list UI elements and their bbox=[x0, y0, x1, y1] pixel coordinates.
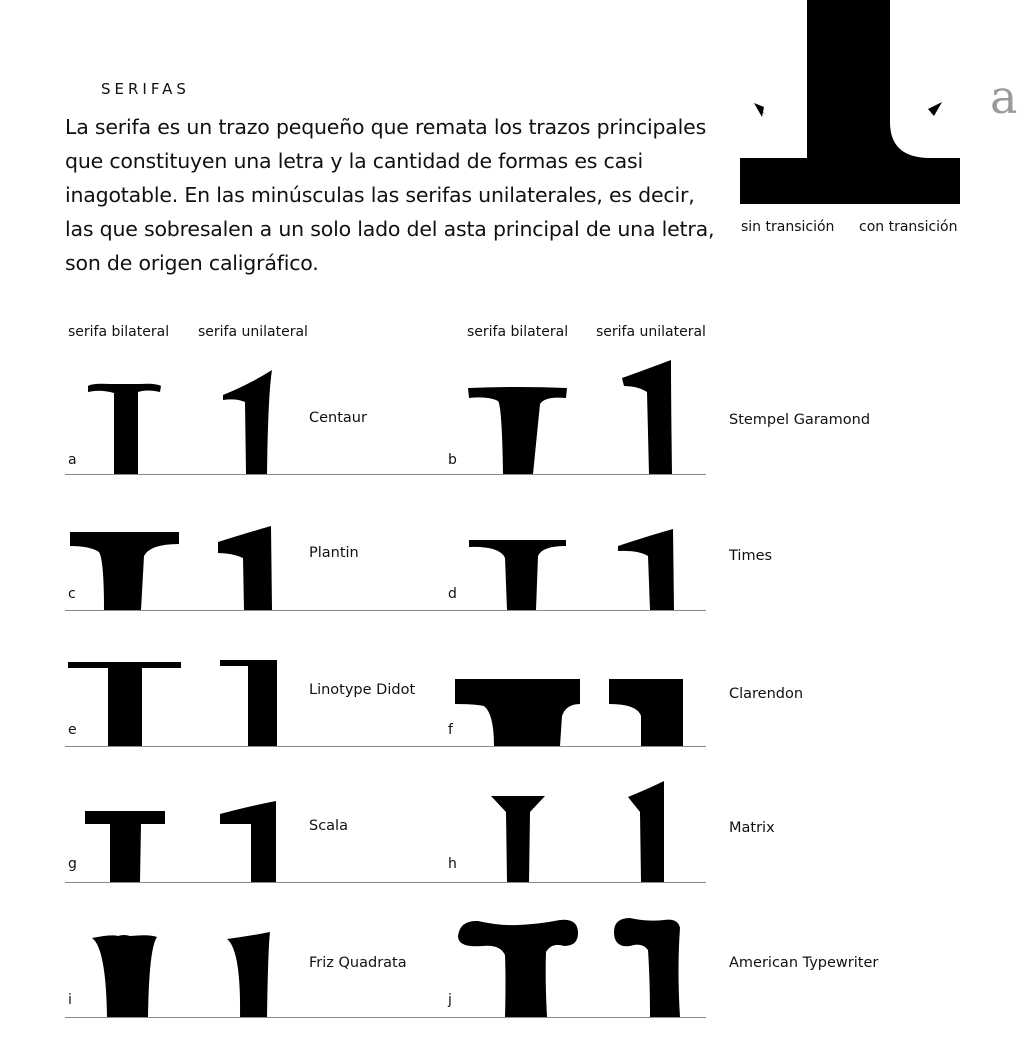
intro-paragraph: La serifa es un trazo pequeño que remata los trazos principales que constituyen una letra y la cantidad de formas es casi inagotable. En las minúsculas las serifas unilaterales, es decir, las que sobresalen a un solo lado del asta principal de una letra, son de origen caligráfico. bbox=[65, 115, 715, 275]
specimen-letter-e: e bbox=[68, 722, 77, 738]
specimen-letter-g: g bbox=[68, 856, 77, 872]
specimen-letter-a: a bbox=[68, 452, 77, 468]
specimen-letter-j: j bbox=[448, 992, 452, 1008]
section-heading: SERIFAS bbox=[101, 80, 190, 98]
font-name-linotype-didot: Linotype Didot bbox=[309, 682, 416, 698]
label-sin-transicion: sin transición bbox=[741, 219, 835, 235]
header-right-bilateral: serifa bilateral bbox=[467, 324, 569, 340]
specimen-letter-f: f bbox=[448, 722, 453, 738]
specimen-letter-i: i bbox=[68, 992, 72, 1008]
font-name-centaur: Centaur bbox=[309, 410, 367, 426]
specimen-letter-d: d bbox=[448, 586, 457, 602]
font-name-friz-quadrata: Friz Quadrata bbox=[309, 955, 407, 971]
side-letter: a bbox=[990, 70, 1018, 124]
label-con-transicion: con transición bbox=[859, 219, 958, 235]
specimen-letter-h: h bbox=[448, 856, 457, 872]
glyph-amtype-bilateral bbox=[458, 920, 578, 1017]
glyph-amtype-unilateral bbox=[614, 918, 680, 1017]
header-left-bilateral: serifa bilateral bbox=[68, 324, 170, 340]
header-right-unilateral: serifa unilateral bbox=[596, 324, 706, 340]
glyph-friz-unilateral bbox=[227, 932, 270, 1017]
font-name-scala: Scala bbox=[309, 818, 348, 834]
font-name-plantin: Plantin bbox=[309, 545, 359, 561]
specimen-letter-b: b bbox=[448, 452, 457, 468]
header-left-unilateral: serifa unilateral bbox=[198, 324, 308, 340]
font-name-times: Times bbox=[729, 548, 773, 564]
glyph-friz-bilateral bbox=[92, 935, 157, 1017]
font-name-stempel-garamond: Stempel Garamond bbox=[729, 412, 871, 428]
font-name-american-typewriter: American Typewriter bbox=[729, 955, 879, 971]
font-name-clarendon: Clarendon bbox=[729, 686, 804, 702]
specimen-letter-c: c bbox=[68, 586, 76, 602]
font-name-matrix: Matrix bbox=[729, 820, 775, 836]
